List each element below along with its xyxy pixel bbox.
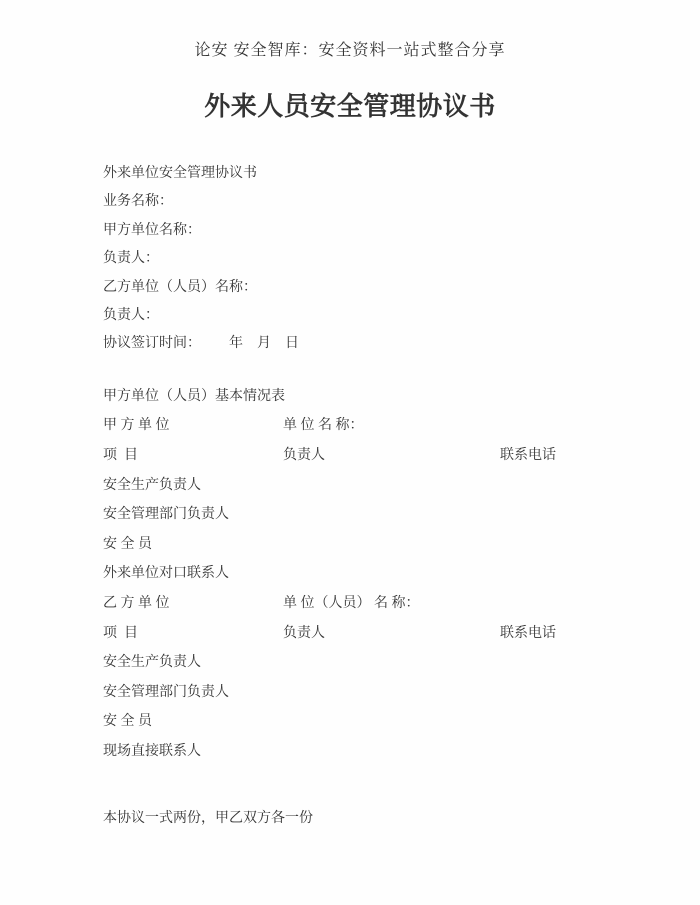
table-row: 安全管理部门负责人 bbox=[103, 684, 229, 700]
field-party-a-name: 甲方单位名称： bbox=[103, 222, 201, 238]
party-a-unit-name-label: 单 位 名 称： bbox=[283, 418, 364, 434]
basic-info-table bbox=[103, 382, 600, 767]
table-row: 安全生产负责人 bbox=[103, 655, 201, 671]
field-sign-date: 协议签订时间： 年 月 日 bbox=[103, 336, 299, 352]
column-header-item: 项 目 bbox=[103, 448, 138, 464]
field-party-a-head: 负责人： bbox=[103, 251, 159, 267]
table-row: 安 全 员 bbox=[103, 714, 152, 730]
table-row: 外来单位对口联系人 bbox=[103, 566, 229, 582]
doc-subtitle: 外来单位安全管理协议书 bbox=[103, 166, 257, 181]
field-business-name: 业务名称： bbox=[103, 194, 173, 210]
column-header-person: 负责人 bbox=[283, 448, 325, 464]
site-watermark: 论安 安全智库：安全资料一站式整合分享 bbox=[194, 42, 506, 59]
table-row: 现场直接联系人 bbox=[103, 743, 201, 759]
table-row: 安 全 员 bbox=[103, 536, 152, 552]
party-a-label: 甲 方 单 位 bbox=[103, 418, 170, 434]
party-b-label: 乙 方 单 位 bbox=[103, 596, 170, 611]
column-header-phone: 联系电话 bbox=[500, 625, 556, 641]
party-b-unit-name-label: 单 位（人员） 名 称： bbox=[283, 596, 420, 611]
copies-note: 本协议一式两份，甲乙双方各一份 bbox=[103, 810, 313, 826]
table-row: 安全生产负责人 bbox=[103, 477, 201, 493]
document-body bbox=[103, 160, 600, 833]
table-caption: 甲方单位（人员）基本情况表 bbox=[103, 388, 285, 404]
column-header-phone: 联系电话 bbox=[500, 448, 556, 464]
party-a-header-row bbox=[103, 411, 600, 441]
column-header-person: 负责人 bbox=[283, 625, 325, 641]
party-a-column-headers bbox=[103, 441, 600, 471]
party-b-column-headers bbox=[103, 619, 600, 649]
party-b-header-row bbox=[103, 589, 600, 619]
document-title: 外来人员安全管理协议书 bbox=[204, 92, 496, 121]
table-row: 安全管理部门负责人 bbox=[103, 507, 229, 523]
field-party-b-name: 乙方单位（人员）名称： bbox=[103, 279, 257, 295]
field-party-b-head: 负责人： bbox=[103, 308, 159, 324]
column-header-item: 项 目 bbox=[103, 625, 138, 641]
intro-section bbox=[103, 160, 600, 359]
